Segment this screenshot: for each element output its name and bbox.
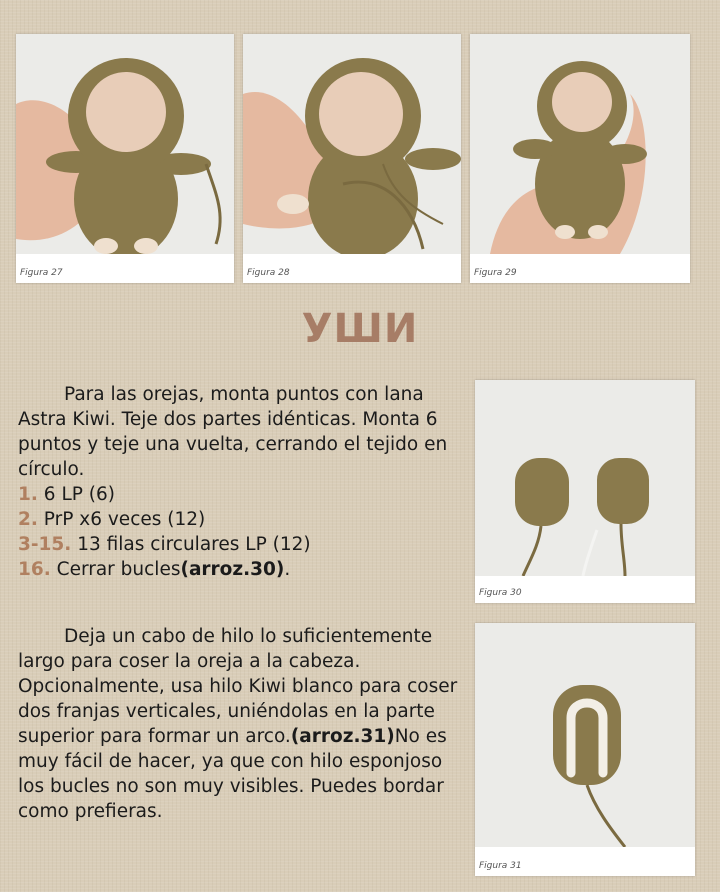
step-number: 3-15. xyxy=(18,534,72,555)
photo-ear-detail xyxy=(475,623,695,847)
figure-31 xyxy=(475,623,695,876)
figure-caption: Figura 28 xyxy=(247,268,290,278)
figure-reference: (arroz.31) xyxy=(290,726,395,747)
step-row xyxy=(18,482,470,507)
photo-doll-front xyxy=(16,34,234,254)
figure-caption: Figura 27 xyxy=(20,268,63,278)
photo-two-ears xyxy=(475,380,695,576)
second-paragraph-block xyxy=(18,624,470,824)
step-text: Cerrar bucles xyxy=(50,559,181,580)
photo-doll-hand xyxy=(470,34,690,254)
paragraph-text: Deja un cabo de hilo lo suficientemente largo para coser la oreja a la cabeza. Opcionalmente, usa hilo Kiwi blanco para coser dos franjas verticales, uniéndolas en la parte superior para formar un arco. xyxy=(18,626,458,747)
figure-28 xyxy=(243,34,461,283)
figure-27 xyxy=(16,34,234,283)
step-text: 6 LP (6) xyxy=(37,484,115,505)
step-number: 2. xyxy=(18,509,38,530)
step-row xyxy=(18,507,470,532)
step-number: 16. xyxy=(18,559,51,580)
figure-caption: Figura 31 xyxy=(479,861,522,871)
step-text: PrP x6 veces (12) xyxy=(37,509,206,530)
figure-30 xyxy=(475,380,695,603)
figure-29 xyxy=(470,34,690,283)
paragraph-text: No es muy fácil de hacer, ya que con hilo esponjoso los bucles no son muy visibles. Puedes bordar como prefieras. xyxy=(18,726,447,822)
intro-paragraph: Para las orejas, monta puntos con lana Astra Kiwi. Teje dos partes idénticas. Monta 6 puntos y teje una vuelta, cerrando el tejido en círculo. xyxy=(18,384,448,480)
step-row xyxy=(18,532,470,557)
figure-caption: Figura 30 xyxy=(479,588,522,598)
figure-caption: Figura 29 xyxy=(474,268,517,278)
step-row xyxy=(18,557,470,582)
photo-doll-tied xyxy=(243,34,461,254)
step-end: . xyxy=(284,559,291,580)
section-title: УШИ xyxy=(301,306,419,352)
figure-reference: (arroz.30) xyxy=(180,559,285,580)
second-paragraph xyxy=(18,624,470,824)
instructions-block xyxy=(18,382,470,582)
step-text: 13 filas circulares LP (12) xyxy=(71,534,311,555)
step-number: 1. xyxy=(18,484,38,505)
